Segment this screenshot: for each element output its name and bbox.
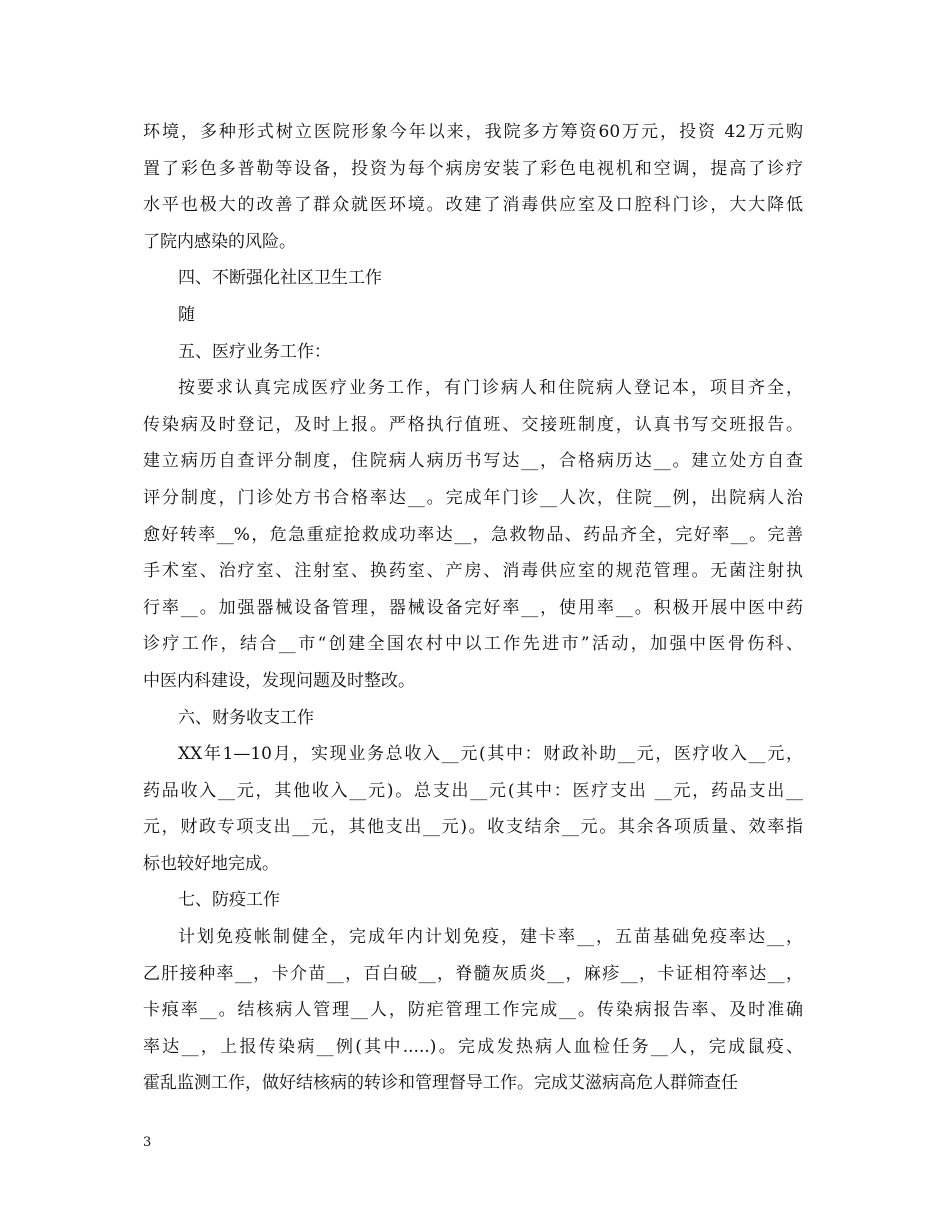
document-body xyxy=(143,114,803,1102)
paragraph-line: 霍乱监测工作，做好结核病的转诊和管理督导工作。完成艾滋病高危人群筛查任 xyxy=(143,1073,738,1094)
section-heading xyxy=(143,334,803,371)
paragraph-line: 元，财政专项支出__元，其他支出__元)。收支结余__元。其余各项质量、效率指 xyxy=(143,817,803,838)
page-number: 3 xyxy=(143,1135,152,1150)
paragraph-line: 按要求认真完成医疗业务工作，有门诊病人和住院病人登记本，项目齐全， xyxy=(178,378,803,399)
paragraph-line: 了院内感染的风险。 xyxy=(143,231,296,252)
heading-text: 四、不断强化社区卫生工作 xyxy=(178,268,382,289)
paragraph-line: 置了彩色多普勒等设备，投资为每个病房安装了彩色电视机和空调，提高了诊疗 xyxy=(143,158,803,179)
heading-text: 五、医疗业务工作： xyxy=(178,341,331,362)
section-heading xyxy=(143,700,803,737)
section-heading xyxy=(143,297,803,334)
paragraph-line: 中医内科建设，发现问题及时整改。 xyxy=(143,670,415,691)
paragraph-line: 愈好转率__%，危急重症抢救成功率达__，急救物品、药品齐全，完好率__。完善 xyxy=(143,524,803,545)
paragraph-line: 环境，多种形式树立医院形象今年以来，我院多方筹资60万元，投资 42万元购 xyxy=(143,122,803,142)
paragraph-line: 乙肝接种率__，卡介苗__，百白破__，脊髓灰质炎__，麻疹__，卡证相符率达__， xyxy=(143,963,803,984)
paragraph xyxy=(143,114,803,260)
paragraph-line: XX年1—10月，实现业务总收入__元(其中：财政补助__元，医疗收入__元， xyxy=(178,744,803,765)
heading-text: 六、财务收支工作 xyxy=(178,707,314,728)
paragraph xyxy=(143,370,803,699)
paragraph-line: 传染病及时登记，及时上报。严格执行值班、交接班制度，认真书写交班报告。 xyxy=(143,414,803,435)
paragraph xyxy=(143,919,803,1102)
paragraph-line: 水平也极大的改善了群众就医环境。改建了消毒供应室及口腔科门诊，大大降低 xyxy=(143,195,803,216)
paragraph-line: 诊疗工作，结合__市“创建全国农村中以工作先进市”活动，加强中医骨伤科、 xyxy=(143,634,803,655)
section-heading xyxy=(143,260,803,297)
paragraph-line: 行率__。加强器械设备管理，器械设备完好率__，使用率__。积极开展中医中药 xyxy=(143,597,803,618)
paragraph-line: 卡痕率__。结核病人管理__人，防疟管理工作完成__。传染病报告率、及时准确 xyxy=(143,1000,803,1021)
paragraph-line: 药品收入__元，其他收入__元)。总支出__元(其中：医疗支出 __元，药品支出__ xyxy=(143,780,803,801)
paragraph-line: 率达__，上报传染病__例(其中.....)。完成发热病人血检任务__人，完成鼠疫、 xyxy=(143,1036,803,1057)
section-heading xyxy=(143,882,803,919)
heading-text: 随 xyxy=(178,304,195,325)
paragraph-line: 计划免疫帐制健全，完成年内计划免疫，建卡率__，五苗基础免疫率达__， xyxy=(178,927,803,948)
heading-text: 七、防疫工作 xyxy=(178,890,280,911)
paragraph-line: 建立病历自查评分制度，住院病人病历书写达__，合格病历达__。建立处方自查 xyxy=(143,451,803,472)
paragraph-line: 手术室、治疗室、注射室、换药室、产房、消毒供应室的规范管理。无菌注射执 xyxy=(143,561,803,582)
paragraph-line: 评分制度，门诊处方书合格率达__。完成年门诊__人次，住院__例，出院病人治 xyxy=(143,487,803,508)
paragraph xyxy=(143,736,803,882)
paragraph-line: 标也较好地完成。 xyxy=(143,853,279,874)
